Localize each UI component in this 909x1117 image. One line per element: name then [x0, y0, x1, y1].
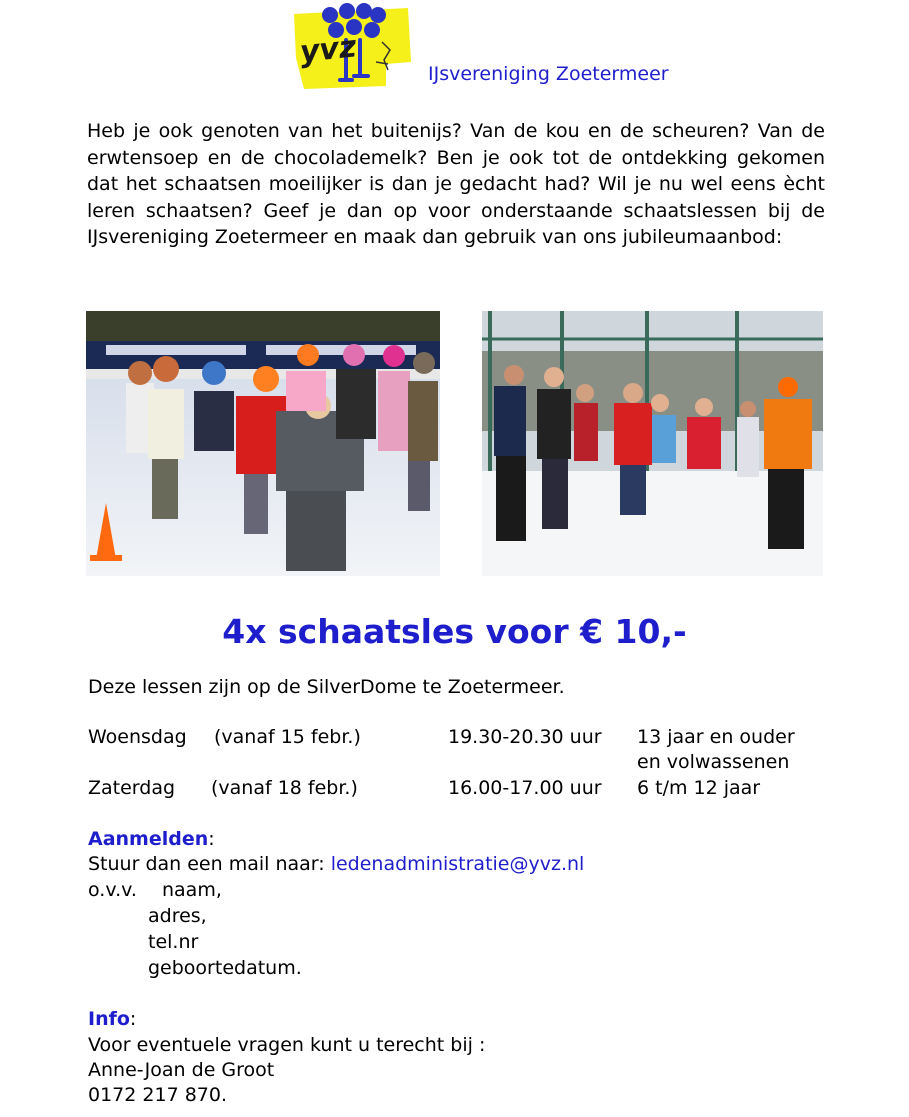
photo-adults-skating [482, 311, 823, 576]
logo-text: yvz [298, 29, 359, 71]
signup-email-link[interactable]: ledenadministratie@yvz.nl [330, 853, 585, 875]
schedule-group-1: 13 jaar en ouder [637, 726, 795, 748]
signup-text: Stuur dan een mail naar: [88, 853, 331, 875]
schedule-time-2: 16.00-17.00 uur [448, 777, 602, 799]
schedule-from-1: (vanaf 15 febr.) [214, 726, 361, 748]
schedule-group-1b: en volwassenen [637, 751, 790, 773]
photo-children-skating [86, 311, 440, 576]
schedule-time-1: 19.30-20.30 uur [448, 726, 602, 748]
info-contact-phone: 0172 217 870. [88, 1084, 228, 1106]
schedule-group-2: 6 t/m 12 jaar [637, 777, 761, 799]
info-heading-line [88, 1008, 136, 1030]
club-name: IJsvereniging Zoetermeer [428, 63, 669, 85]
info-heading-colon: : [129, 1008, 137, 1030]
signup-field-2: adres, [148, 905, 207, 927]
location-text: Deze lessen zijn op de SilverDome te Zoetermeer. [88, 676, 565, 698]
club-logo [290, 2, 412, 92]
signup-heading-line [88, 828, 215, 850]
info-heading: Info [88, 1008, 130, 1030]
intro-paragraph: Heb je ook genoten van het buitenijs? Van de kou en de scheuren? Van de erwtensoep en de chocolademelk? Ben je ook tot de ontdekking gekomen dat het schaatsen moeilijker is dan je gedacht had? Wil je nu wel eens ècht leren schaatsen? Geef je dan op voor onderstaande schaatslessen bij de IJsvereniging Zoetermeer en maak dan gebruik van ons jubileumaanbod: [87, 120, 825, 248]
schedule-from-2: (vanaf 18 febr.) [211, 777, 358, 799]
signup-field-3: tel.nr [148, 931, 199, 953]
signup-text-line [88, 853, 584, 875]
signup-heading: Aanmelden [88, 828, 209, 850]
info-contact-name: Anne-Joan de Groot [88, 1059, 275, 1081]
schedule-day-2: Zaterdag [88, 777, 176, 799]
signup-field-1: naam, [162, 879, 222, 901]
signup-field-4: geboortedatum. [148, 957, 302, 979]
info-text: Voor eventuele vragen kunt u terecht bij : [88, 1034, 486, 1056]
signup-ovv: o.v.v. [88, 879, 137, 901]
signup-heading-colon: : [208, 828, 215, 850]
offer-headline: 4x schaatsles voor € 10,- [222, 612, 687, 651]
schedule-day-1: Woensdag [88, 726, 187, 748]
